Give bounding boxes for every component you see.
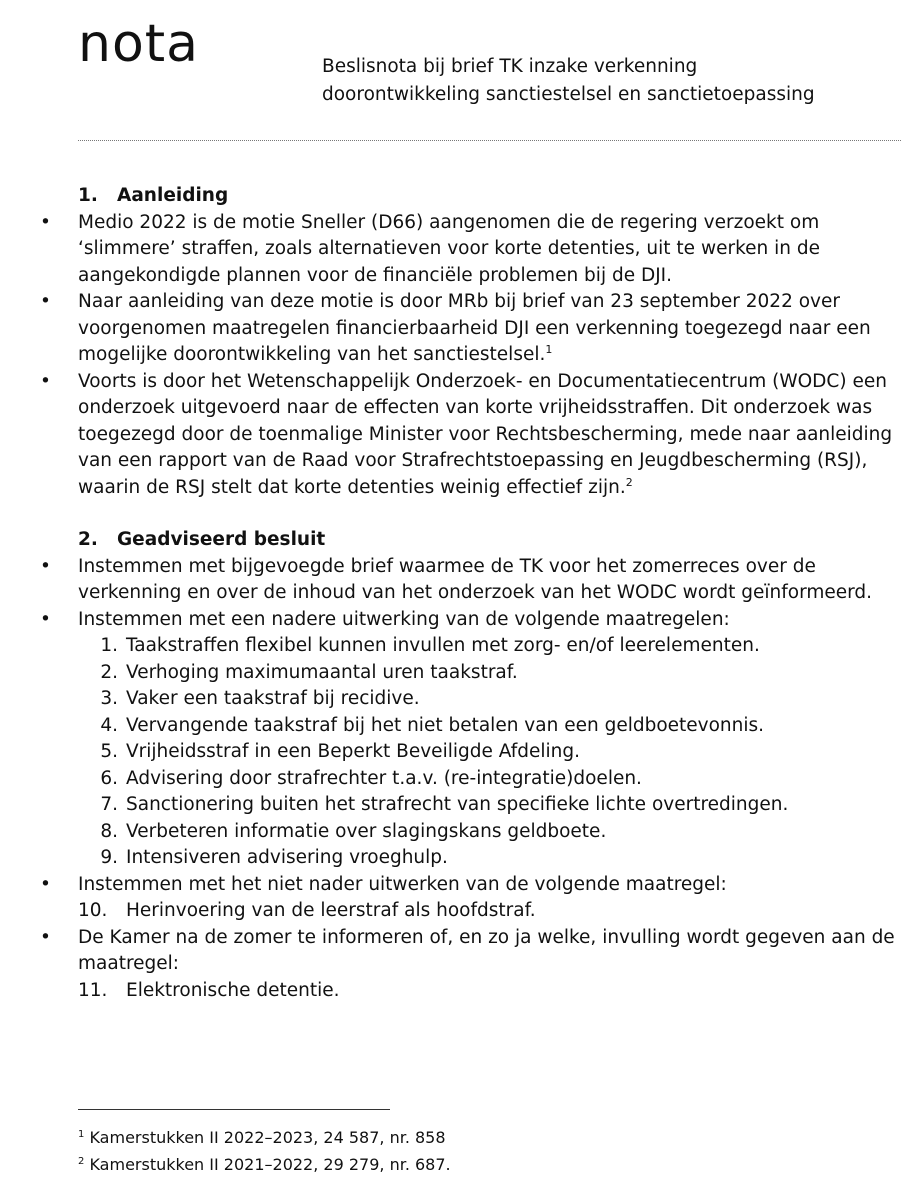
- nota-logo: nota: [78, 14, 200, 74]
- footnote-divider: [78, 1109, 390, 1110]
- list-item: • De Kamer na de zomer te informeren of, en zo ja welke, invulling wordt gegeven aan de maatregel: 11. Elektronische detentie.: [40, 925, 900, 1005]
- subject-line-2: doorontwikkeling sanctiestelsel en sanctietoepassing: [322, 84, 815, 105]
- measure-item: 8. Verbeteren informatie over slagingskans geldboete.: [100, 820, 607, 842]
- measure-item: 5. Vrijheidsstraf in een Beperkt Beveiligde Afdeling.: [100, 741, 580, 762]
- measure-item: 11. Elektronische detentie.: [78, 979, 340, 1001]
- list-item: • Instemmen met een nadere uitwerking van de volgende maatregelen: 1. Taakstraffen flexibel kunnen invullen met zorg- en/of leerelementen. 2. Verhoging maximumaantal uren taakstraf. 3. Vaker een taakstraf bij recidive. 4. Vervangende taakstraf bij het niet betalen van een geldboetevonnis. 5. Vrijheidsstraf in een Beperkt Beveiligde Afdeling. 6. Advisering door strafrechter t.a.v. (re-integratie)doelen. 7. Sanctionering buiten het strafrecht van specifieke lichte overtredingen. 8. Verbeteren informatie over slagingskans geldboete. 9. Intensiveren advisering vroeghulp.: [40, 607, 900, 872]
- footnote-ref[interactable]: 1: [545, 343, 553, 356]
- section-heading-aanleiding: 1. Aanleiding: [78, 185, 229, 206]
- footnote-ref[interactable]: 2: [625, 475, 633, 489]
- bullet-icon: •: [40, 608, 51, 630]
- section-heading-besluit: 2. Geadviseerd besluit: [78, 529, 326, 550]
- footnote-item: $^2$ Kamerstukken II 2021–2022, 29 279, nr. 687.: [78, 1155, 451, 1174]
- footnotes: [78, 1124, 451, 1178]
- header-divider: [78, 140, 901, 141]
- bullet-icon: •: [40, 291, 51, 312]
- bullet-icon: •: [40, 873, 51, 895]
- measure-item: 10. Herinvoering van de leerstraf als hoofdstraf.: [78, 900, 536, 921]
- list-item: • Naar aanleiding van deze motie is door MRb bij brief van 23 september 2022 over voorgenomen maatregelen financierbaarheid DJI een verkenning toegezegd naar een mogelijke doorontwikkeling van het sanctiestelsel.$^1$: [40, 291, 871, 365]
- measure-item: 6. Advisering door strafrechter t.a.v. (re-integratie)doelen.: [100, 767, 642, 789]
- bullet-icon: •: [40, 926, 51, 948]
- measure-item: 9. Intensiveren advisering vroeghulp.: [100, 847, 448, 868]
- besluit-list: [40, 554, 900, 1005]
- document-body: [40, 183, 900, 1004]
- measure-item: 2. Verhoging maximumaantal uren taakstraf.: [100, 661, 518, 683]
- measure-item: 3. Vaker een taakstraf bij recidive.: [100, 688, 420, 709]
- measures-list: [78, 633, 900, 872]
- list-item: • Medio 2022 is de motie Sneller (D66) aangenomen die de regering verzoekt om ‘slimmere’ straffen, zoals alternatieven voor korte detenties, uit te werken in de aangekondigde plannen voor de financiële problemen bij de DJI.: [40, 211, 820, 286]
- measure-item: 1. Taakstraffen flexibel kunnen invullen met zorg- en/of leerelementen.: [100, 635, 760, 656]
- bullet-icon: •: [40, 555, 51, 577]
- list-item: • Instemmen met bijgevoegde brief waarmee de TK voor het zomerreces over de verkenning en over de inhoud van het onderzoek van het WODC wordt geïnformeerd.: [40, 555, 873, 603]
- measure-item: 7. Sanctionering buiten het strafrecht van specifieke lichte overtredingen.: [100, 794, 789, 815]
- bullet-icon: •: [40, 211, 51, 233]
- list-item: • Voorts is door het Wetenschappelijk Onderzoek- en Documentatiecentrum (WODC) een onderzoek uitgevoerd naar de effecten van korte vrijheidsstraffen. Dit onderzoek was toegezegd door de toenmalige Minister voor Rechtsbescherming, mede naar aanleiding van een rapport van de Raad voor Strafrechtstoepassing en Jeugdbescherming (RSJ), waarin de RSJ stelt dat korte detenties weinig effectief zijn.$^2$: [40, 370, 893, 498]
- bullet-icon: •: [40, 370, 51, 392]
- aanleiding-list: [40, 210, 900, 502]
- document-subject: [322, 53, 882, 109]
- subject-line-1: Beslisnota bij brief TK inzake verkenning: [322, 56, 698, 77]
- footnote-item: $^1$ Kamerstukken II 2022–2023, 24 587, nr. 858: [78, 1128, 446, 1147]
- measure-item: 4. Vervangende taakstraf bij het niet betalen van een geldboetevonnis.: [100, 714, 765, 736]
- list-item: • Instemmen met het niet nader uitwerken van de volgende maatregel: 10. Herinvoering van de leerstraf als hoofdstraf.: [40, 872, 900, 925]
